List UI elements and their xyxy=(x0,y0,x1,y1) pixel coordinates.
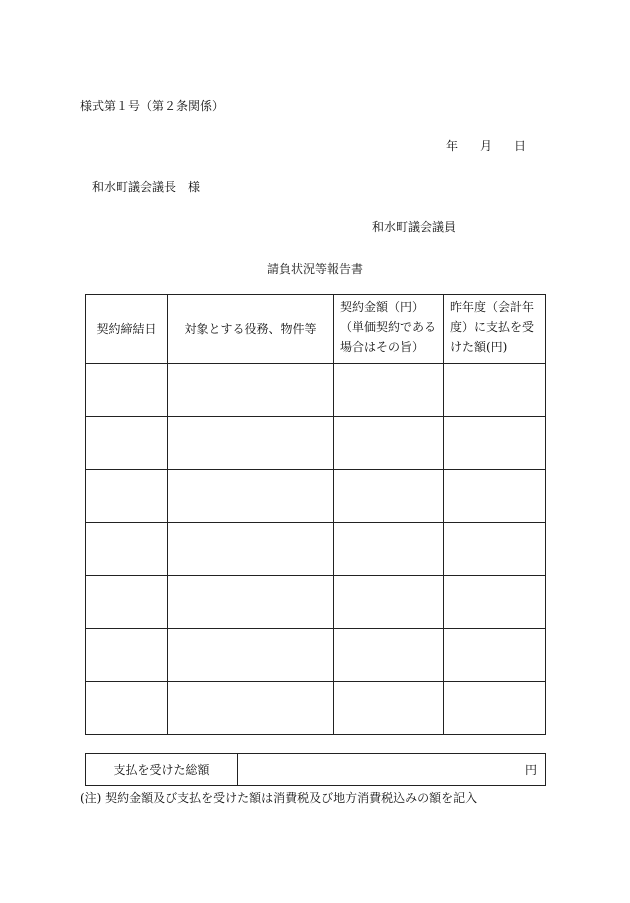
cell-contract-date xyxy=(86,629,168,682)
date-year-label: 年 xyxy=(446,139,459,153)
cell-paid xyxy=(444,470,546,523)
cell-target xyxy=(168,576,334,629)
col-header-line: 度）に支払を受 xyxy=(450,320,535,334)
cell-paid xyxy=(444,629,546,682)
total-row xyxy=(86,754,546,786)
table-header-row xyxy=(86,295,546,364)
col-header-contract-amount xyxy=(334,295,444,364)
cell-contract-date xyxy=(86,682,168,735)
cell-paid xyxy=(444,576,546,629)
date-line xyxy=(446,137,526,154)
form-number-label: 様式第１号（第２条関係） xyxy=(80,99,225,113)
cell-target xyxy=(168,523,334,576)
col-header-line: 対象とする役務、物件等 xyxy=(184,322,317,336)
cell-amount xyxy=(334,576,444,629)
col-header-contract-date xyxy=(86,295,168,364)
cell-amount xyxy=(334,470,444,523)
cell-target xyxy=(168,364,334,417)
table-row xyxy=(86,576,546,629)
col-header-line: 契約金額（円） xyxy=(340,300,425,314)
col-header-line: けた額(円) xyxy=(450,340,508,354)
cell-target xyxy=(168,682,334,735)
report-table xyxy=(85,294,546,735)
addressee: 和水町議会議長 様 xyxy=(92,180,201,194)
table-row xyxy=(86,629,546,682)
table-row xyxy=(86,682,546,735)
cell-paid xyxy=(444,417,546,470)
total-table xyxy=(85,753,546,786)
cell-amount xyxy=(334,682,444,735)
col-header-line: 場合はその旨） xyxy=(340,340,425,354)
col-header-last-year-payment xyxy=(444,295,546,364)
cell-contract-date xyxy=(86,417,168,470)
cell-amount xyxy=(334,629,444,682)
sender: 和水町議会議員 xyxy=(372,220,457,234)
cell-paid xyxy=(444,364,546,417)
cell-target xyxy=(168,417,334,470)
table-row xyxy=(86,364,546,417)
cell-paid xyxy=(444,523,546,576)
cell-contract-date xyxy=(86,364,168,417)
total-amount-field xyxy=(238,754,546,786)
table-row xyxy=(86,417,546,470)
col-header-line: 昨年度（会計年 xyxy=(450,300,535,314)
total-unit: 円 xyxy=(524,763,537,777)
cell-amount xyxy=(334,364,444,417)
cell-contract-date xyxy=(86,523,168,576)
col-header-target-services xyxy=(168,295,334,364)
cell-target xyxy=(168,629,334,682)
cell-amount xyxy=(334,523,444,576)
cell-target xyxy=(168,470,334,523)
col-header-line: 契約締結日 xyxy=(96,322,157,336)
total-label: 支払を受けた総額 xyxy=(86,754,238,786)
footnote: (注) 契約金額及び支払を受けた額は消費税及び地方消費税込みの額を記入 xyxy=(80,791,478,805)
date-month-label: 月 xyxy=(480,139,493,153)
cell-paid xyxy=(444,682,546,735)
document-title: 請負状況等報告書 xyxy=(266,262,363,276)
cell-amount xyxy=(334,417,444,470)
table-row xyxy=(86,470,546,523)
date-day-label: 日 xyxy=(514,139,527,153)
table-row xyxy=(86,523,546,576)
cell-contract-date xyxy=(86,470,168,523)
col-header-line: （単価契約である xyxy=(340,320,437,334)
cell-contract-date xyxy=(86,576,168,629)
